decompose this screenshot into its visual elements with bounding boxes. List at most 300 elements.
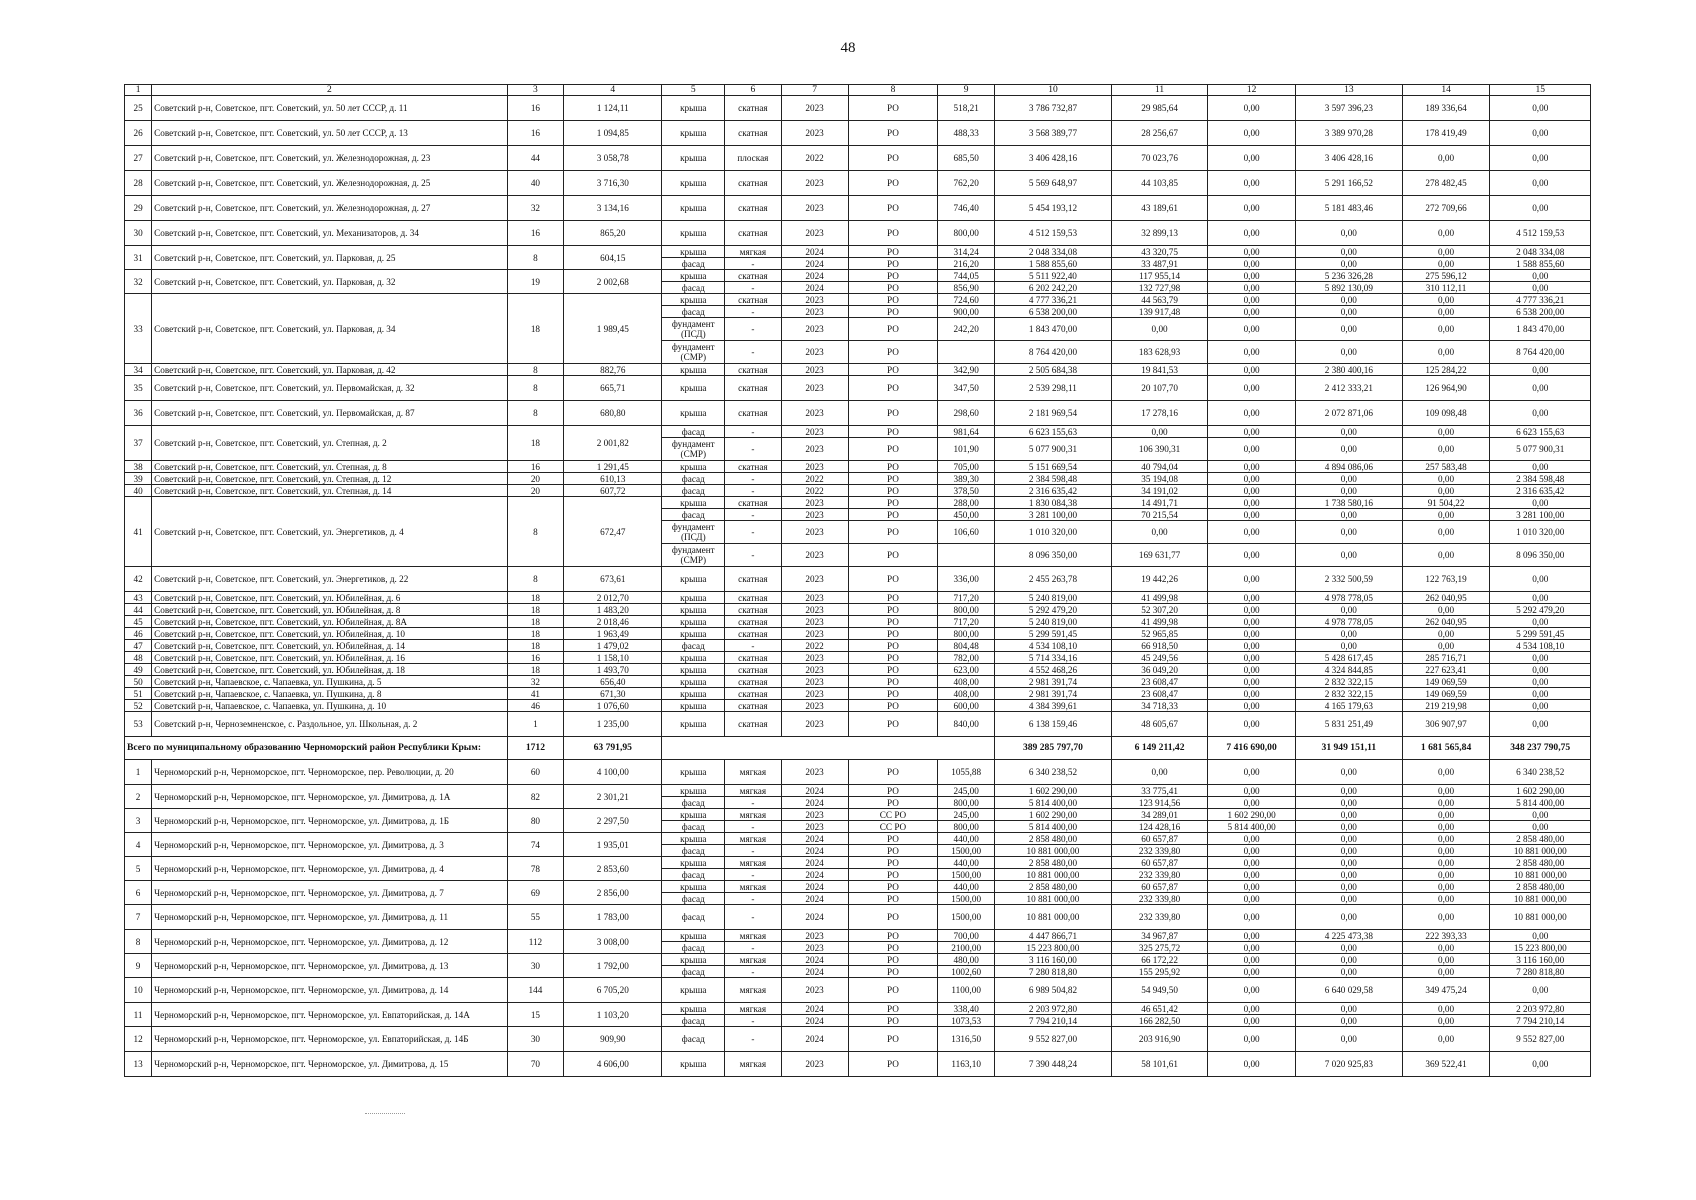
value-cell: 0,00 [1490, 146, 1591, 171]
value-cell: 0,00 [1296, 221, 1403, 246]
value-cell: 0,00 [1296, 246, 1403, 258]
value-cell: 34 289,01 [1112, 809, 1208, 821]
value-cell: - [725, 966, 781, 978]
row-number: 47 [125, 640, 152, 652]
work-type-cell: крыша [662, 688, 725, 700]
value-cell: 219 219,98 [1402, 700, 1490, 712]
work-type-cell: фасад [662, 845, 725, 857]
value-cell: 126 964,90 [1402, 376, 1490, 401]
address-cell: Советский р-н, Советское, пгт. Советский, ул. Первомайская, д. 32 [152, 376, 508, 401]
value-cell: 6 623 155,63 [994, 426, 1111, 438]
value-cell: 278 482,45 [1402, 171, 1490, 196]
value-cell: 325 275,72 [1112, 942, 1208, 954]
value-cell: 2 858 480,00 [1490, 857, 1591, 869]
count-cell: 80 [507, 809, 563, 833]
value-cell: 48 605,67 [1112, 712, 1208, 737]
value-cell: 2 384 598,48 [1490, 473, 1591, 485]
address-cell: Черноморский р-н, Черноморское, пгт. Черноморское, ул. Димитрова, д. 11 [152, 905, 508, 930]
value-cell: 2 380 400,16 [1296, 364, 1403, 376]
value-cell: 10 881 000,00 [1490, 905, 1591, 930]
value-cell: 0,00 [1208, 146, 1296, 171]
value-cell: 0,00 [1208, 438, 1296, 461]
value-cell: 685,50 [938, 146, 994, 171]
value-cell: 43 189,61 [1112, 196, 1208, 221]
work-type-cell: фасад [662, 426, 725, 438]
value-cell: 14 491,71 [1112, 497, 1208, 509]
value-cell: 349 475,24 [1402, 978, 1490, 1003]
count-cell: 40 [507, 171, 563, 196]
value-cell: 480,00 [938, 954, 994, 966]
area-cell: 2 012,70 [564, 592, 662, 604]
area-cell: 656,40 [564, 676, 662, 688]
value-cell: 0,00 [1490, 376, 1591, 401]
value-cell: 34 191,02 [1112, 485, 1208, 497]
table-row [125, 485, 1591, 497]
value-cell: мягкая [725, 978, 781, 1003]
column-header: 6 [725, 85, 781, 96]
value-cell: 2 332 500,59 [1296, 567, 1403, 592]
value-cell: 347,50 [938, 376, 994, 401]
value-cell: 0,00 [1296, 640, 1403, 652]
work-type-cell: крыша [662, 628, 725, 640]
value-cell: 0,00 [1208, 401, 1296, 426]
area-cell: 6 705,20 [564, 978, 662, 1003]
count-cell: 70 [507, 1052, 563, 1077]
value-cell: 5 714 334,16 [994, 652, 1111, 664]
value-cell: 0,00 [1402, 966, 1490, 978]
area-cell: 1 076,60 [564, 700, 662, 712]
value-cell: 336,00 [938, 567, 994, 592]
row-number: 49 [125, 664, 152, 676]
row-number: 3 [125, 809, 152, 833]
value-cell: РО [848, 978, 938, 1003]
table-row [125, 881, 1591, 893]
column-header: 11 [1112, 85, 1208, 96]
empty-cell [662, 737, 994, 760]
value-cell: 106,60 [938, 521, 994, 544]
address-cell: Советский р-н, Советское, пгт. Советский, ул. Железнодорожная, д. 27 [152, 196, 508, 221]
value-cell: 183 628,93 [1112, 341, 1208, 364]
value-cell: 2023 [781, 930, 848, 942]
value-cell: РО [848, 567, 938, 592]
value-cell: 0,00 [1296, 628, 1403, 640]
value-cell: 2024 [781, 845, 848, 857]
count-cell: 46 [507, 700, 563, 712]
value-cell: 10 881 000,00 [994, 905, 1111, 930]
value-cell: 0,00 [1296, 869, 1403, 881]
value-cell: 46 651,42 [1112, 1003, 1208, 1015]
value-cell: 0,00 [1208, 121, 1296, 146]
value-cell: 0,00 [1296, 521, 1403, 544]
value-cell: 4 534 108,10 [1490, 640, 1591, 652]
value-cell: 70 215,54 [1112, 509, 1208, 521]
value-cell: РО [848, 473, 938, 485]
area-cell: 1 094,85 [564, 121, 662, 146]
row-number: 35 [125, 376, 152, 401]
value-cell: 0,00 [1208, 1015, 1296, 1027]
value-cell: - [725, 521, 781, 544]
value-cell: 0,00 [1208, 942, 1296, 954]
value-cell: 0,00 [1208, 1003, 1296, 1015]
value-cell: - [725, 282, 781, 294]
table-row [125, 954, 1591, 966]
value-cell: 285 716,71 [1402, 652, 1490, 664]
value-cell: 0,00 [1208, 473, 1296, 485]
address-cell: Черноморский р-н, Черноморское, пгт. Черноморское, ул. Димитрова, д. 1Б [152, 809, 508, 833]
value-cell: 106 390,31 [1112, 438, 1208, 461]
value-cell: 7 390 448,24 [994, 1052, 1111, 1077]
value-cell: 488,33 [938, 121, 994, 146]
value-cell: 2024 [781, 869, 848, 881]
address-cell: Советский р-н, Советское, пгт. Советский, ул. Юбилейная, д. 14 [152, 640, 508, 652]
value-cell: 139 917,48 [1112, 306, 1208, 318]
count-cell: 8 [507, 376, 563, 401]
count-cell: 55 [507, 905, 563, 930]
value-cell: 5 892 130,09 [1296, 282, 1403, 294]
value-cell: 2 505 684,38 [994, 364, 1111, 376]
value-cell: 0,00 [1208, 282, 1296, 294]
address-cell: Советский р-н, Советское, пгт. Советский, ул. Железнодорожная, д. 25 [152, 171, 508, 196]
value-cell: - [725, 821, 781, 833]
work-type-cell: фасад [662, 893, 725, 905]
work-type-cell: фасад [662, 942, 725, 954]
address-cell: Черноморский р-н, Черноморское, пгт. Черноморское, ул. Димитрова, д. 13 [152, 954, 508, 978]
table-row [125, 664, 1591, 676]
value-cell: РО [848, 461, 938, 473]
area-cell: 3 716,30 [564, 171, 662, 196]
value-cell: 2023 [781, 676, 848, 688]
value-cell: 272 709,66 [1402, 196, 1490, 221]
value-cell: 2 981 391,74 [994, 688, 1111, 700]
value-cell: 222 393,33 [1402, 930, 1490, 942]
area-cell: 1 235,00 [564, 712, 662, 737]
value-cell: 2024 [781, 246, 848, 258]
area-cell: 607,72 [564, 485, 662, 497]
total-value: 7 416 690,00 [1208, 737, 1296, 760]
repair-register-table [124, 84, 1591, 1077]
value-cell: 0,00 [1402, 797, 1490, 809]
count-cell: 8 [507, 567, 563, 592]
address-cell: Советский р-н, Советское, пгт. Советский, ул. 50 лет СССР, д. 11 [152, 96, 508, 121]
value-cell: 44 103,85 [1112, 171, 1208, 196]
work-type-cell: фасад [662, 797, 725, 809]
value-cell: 242,20 [938, 318, 994, 341]
row-number: 5 [125, 857, 152, 881]
value-cell: 378,50 [938, 485, 994, 497]
value-cell: 0,00 [1490, 616, 1591, 628]
value-cell: 3 281 100,00 [994, 509, 1111, 521]
value-cell: 0,00 [1490, 978, 1591, 1003]
value-cell: мягкая [725, 954, 781, 966]
area-cell: 4 100,00 [564, 760, 662, 785]
value-cell: 700,00 [938, 930, 994, 942]
area-cell: 2 018,46 [564, 616, 662, 628]
area-cell: 2 001,82 [564, 426, 662, 461]
table-row [125, 592, 1591, 604]
value-cell: 0,00 [1208, 833, 1296, 845]
count-cell: 18 [507, 604, 563, 616]
value-cell: РО [848, 318, 938, 341]
value-cell: 2023 [781, 616, 848, 628]
address-cell: Советский р-н, Советское, пгт. Советский, ул. 50 лет СССР, д. 13 [152, 121, 508, 146]
value-cell: 10 881 000,00 [1490, 869, 1591, 881]
work-type-cell: фундамент (СМР) [662, 438, 725, 461]
value-cell: РО [848, 1003, 938, 1015]
value-cell: скатная [725, 567, 781, 592]
value-cell: 4 978 778,05 [1296, 616, 1403, 628]
value-cell: 2024 [781, 966, 848, 978]
table-row [125, 857, 1591, 869]
work-type-cell: крыша [662, 652, 725, 664]
value-cell: 0,00 [1296, 1015, 1403, 1027]
value-cell: скатная [725, 688, 781, 700]
value-cell: 0,00 [1208, 857, 1296, 869]
value-cell: 0,00 [1208, 171, 1296, 196]
value-cell: 0,00 [1296, 966, 1403, 978]
value-cell: 7 794 210,14 [1490, 1015, 1591, 1027]
value-cell: 8 764 420,00 [994, 341, 1111, 364]
value-cell: 0,00 [1296, 258, 1403, 270]
value-cell: скатная [725, 171, 781, 196]
value-cell: скатная [725, 196, 781, 221]
value-cell: 0,00 [1208, 760, 1296, 785]
value-cell: 2024 [781, 893, 848, 905]
count-cell: 44 [507, 146, 563, 171]
count-cell: 20 [507, 485, 563, 497]
value-cell: 804,48 [938, 640, 994, 652]
area-cell: 865,20 [564, 221, 662, 246]
value-cell: 856,90 [938, 282, 994, 294]
area-cell: 1 989,45 [564, 294, 662, 364]
value-cell: РО [848, 246, 938, 258]
value-cell: скатная [725, 96, 781, 121]
area-cell: 2 301,21 [564, 785, 662, 809]
address-cell: Черноморский р-н, Черноморское, пгт. Черноморское, ул. Димитрова, д. 15 [152, 1052, 508, 1077]
count-cell: 69 [507, 881, 563, 905]
work-type-cell: фасад [662, 821, 725, 833]
value-cell: 10 881 000,00 [1490, 893, 1591, 905]
area-cell: 673,61 [564, 567, 662, 592]
value-cell: 6 623 155,63 [1490, 426, 1591, 438]
table-row [125, 401, 1591, 426]
value-cell: мягкая [725, 785, 781, 797]
row-number: 39 [125, 473, 152, 485]
value-cell: 5 454 193,12 [994, 196, 1111, 221]
area-cell: 1 783,00 [564, 905, 662, 930]
table-row [125, 196, 1591, 221]
value-cell: 2 858 480,00 [994, 833, 1111, 845]
column-header: 5 [662, 85, 725, 96]
column-header: 9 [938, 85, 994, 96]
value-cell: 0,00 [1208, 96, 1296, 121]
value-cell: РО [848, 497, 938, 509]
value-cell: 4 512 159,53 [994, 221, 1111, 246]
value-cell: скатная [725, 628, 781, 640]
value-cell: - [725, 438, 781, 461]
value-cell: 450,00 [938, 509, 994, 521]
value-cell: 2100,00 [938, 942, 994, 954]
value-cell: РО [848, 294, 938, 306]
value-cell: 1055,88 [938, 760, 994, 785]
address-cell: Советский р-н, Советское, пгт. Советский, ул. Юбилейная, д. 8 [152, 604, 508, 616]
value-cell: 1 010 320,00 [994, 521, 1111, 544]
value-cell: РО [848, 640, 938, 652]
value-cell: 0,00 [1296, 341, 1403, 364]
work-type-cell: крыша [662, 592, 725, 604]
value-cell: 0,00 [1208, 221, 1296, 246]
value-cell: 232 339,80 [1112, 893, 1208, 905]
value-cell: 5 240 819,00 [994, 616, 1111, 628]
value-cell: 257 583,48 [1402, 461, 1490, 473]
value-cell: скатная [725, 121, 781, 146]
row-number: 34 [125, 364, 152, 376]
value-cell: 123 914,56 [1112, 797, 1208, 809]
value-cell: 23 608,47 [1112, 676, 1208, 688]
value-cell: РО [848, 146, 938, 171]
value-cell: 0,00 [1490, 712, 1591, 737]
value-cell: 0,00 [1208, 196, 1296, 221]
value-cell: 5 814 400,00 [994, 797, 1111, 809]
value-cell: 4 165 179,63 [1296, 700, 1403, 712]
value-cell: 2023 [781, 438, 848, 461]
total-value: 6 149 211,42 [1112, 737, 1208, 760]
value-cell: 800,00 [938, 628, 994, 640]
count-cell: 78 [507, 857, 563, 881]
value-cell: РО [848, 1052, 938, 1077]
value-cell: РО [848, 905, 938, 930]
table-row [125, 171, 1591, 196]
value-cell: 0,00 [1490, 401, 1591, 426]
value-cell: 0,00 [1112, 760, 1208, 785]
value-cell: 7 280 818,80 [994, 966, 1111, 978]
value-cell: 0,00 [1402, 426, 1490, 438]
table-row [125, 652, 1591, 664]
value-cell: 1500,00 [938, 869, 994, 881]
area-cell: 1 479,02 [564, 640, 662, 652]
value-cell: 5 831 251,49 [1296, 712, 1403, 737]
value-cell: 125 284,22 [1402, 364, 1490, 376]
area-cell: 3 008,00 [564, 930, 662, 954]
value-cell: 2023 [781, 544, 848, 567]
address-cell: Советский р-н, Советское, пгт. Советский, ул. Степная, д. 14 [152, 485, 508, 497]
value-cell: 52 307,20 [1112, 604, 1208, 616]
work-type-cell: фасад [662, 1015, 725, 1027]
value-cell: 0,00 [1296, 306, 1403, 318]
area-cell: 1 935,01 [564, 833, 662, 857]
count-cell: 16 [507, 121, 563, 146]
value-cell: 0,00 [1490, 270, 1591, 282]
value-cell: 0,00 [1402, 845, 1490, 857]
value-cell: 0,00 [1208, 845, 1296, 857]
value-cell: РО [848, 1027, 938, 1052]
table-row [125, 978, 1591, 1003]
area-cell: 604,15 [564, 246, 662, 270]
address-cell: Черноморский р-н, Черноморское, пгт. Черноморское, ул. Димитрова, д. 12 [152, 930, 508, 954]
value-cell: РО [848, 544, 938, 567]
value-cell: 0,00 [1296, 426, 1403, 438]
value-cell: 216,20 [938, 258, 994, 270]
value-cell: РО [848, 664, 938, 676]
row-number: 12 [125, 1027, 152, 1052]
value-cell: 4 894 086,06 [1296, 461, 1403, 473]
value-cell: 2 832 322,15 [1296, 688, 1403, 700]
value-cell: 0,00 [1296, 942, 1403, 954]
value-cell: РО [848, 954, 938, 966]
value-cell: 2022 [781, 146, 848, 171]
value-cell: 245,00 [938, 785, 994, 797]
value-cell: 389,30 [938, 473, 994, 485]
address-cell: Советский р-н, Советское, пгт. Советский, ул. Степная, д. 8 [152, 461, 508, 473]
value-cell: 7 020 925,83 [1296, 1052, 1403, 1077]
value-cell: 4 447 866,71 [994, 930, 1111, 942]
count-cell: 18 [507, 294, 563, 364]
table-row [125, 809, 1591, 821]
value-cell: 0,00 [1402, 146, 1490, 171]
value-cell: 4 534 108,10 [994, 640, 1111, 652]
work-type-cell: крыша [662, 294, 725, 306]
address-cell: Черноморский р-н, Черноморское, пгт. Черноморское, ул. Димитрова, д. 1А [152, 785, 508, 809]
value-cell: 29 985,64 [1112, 96, 1208, 121]
area-cell: 2 856,00 [564, 881, 662, 905]
value-cell: 45 249,56 [1112, 652, 1208, 664]
value-cell: 800,00 [938, 797, 994, 809]
value-cell: 0,00 [1208, 567, 1296, 592]
value-cell: 2024 [781, 270, 848, 282]
value-cell: 19 841,53 [1112, 364, 1208, 376]
value-cell: 0,00 [1112, 318, 1208, 341]
value-cell: 2023 [781, 364, 848, 376]
table-row [125, 616, 1591, 628]
value-cell: - [725, 893, 781, 905]
value-cell: 0,00 [1402, 942, 1490, 954]
area-cell: 610,13 [564, 473, 662, 485]
value-cell: 0,00 [1208, 544, 1296, 567]
value-cell: 203 916,90 [1112, 1027, 1208, 1052]
value-cell: 1 588 855,60 [994, 258, 1111, 270]
count-cell: 41 [507, 688, 563, 700]
count-cell: 20 [507, 473, 563, 485]
value-cell: РО [848, 930, 938, 942]
value-cell: 52 965,85 [1112, 628, 1208, 640]
area-cell: 1 493,70 [564, 664, 662, 676]
value-cell: 8 096 350,00 [1490, 544, 1591, 567]
value-cell: 3 406 428,16 [1296, 146, 1403, 171]
total-value: 1 681 565,84 [1402, 737, 1490, 760]
value-cell: 0,00 [1296, 473, 1403, 485]
value-cell: 5 814 400,00 [1208, 821, 1296, 833]
value-cell: 2023 [781, 712, 848, 737]
work-type-cell: крыша [662, 221, 725, 246]
value-cell: 800,00 [938, 821, 994, 833]
value-cell: 0,00 [1208, 978, 1296, 1003]
value-cell: РО [848, 942, 938, 954]
table-row [125, 270, 1591, 282]
area-cell: 1 291,45 [564, 461, 662, 473]
value-cell: 1100,00 [938, 978, 994, 1003]
value-cell: 3 281 100,00 [1490, 509, 1591, 521]
work-type-cell: крыша [662, 121, 725, 146]
value-cell: - [725, 341, 781, 364]
value-cell: 0,00 [1490, 121, 1591, 146]
value-cell: 4 552 468,26 [994, 664, 1111, 676]
value-cell: 5 151 669,54 [994, 461, 1111, 473]
row-number: 2 [125, 785, 152, 809]
row-number: 25 [125, 96, 152, 121]
area-cell: 680,80 [564, 401, 662, 426]
count-cell: 8 [507, 401, 563, 426]
value-cell: 762,20 [938, 171, 994, 196]
address-cell: Черноморский р-н, Черноморское, пгт. Черноморское, ул. Евпаторийская, д. 14А [152, 1003, 508, 1027]
